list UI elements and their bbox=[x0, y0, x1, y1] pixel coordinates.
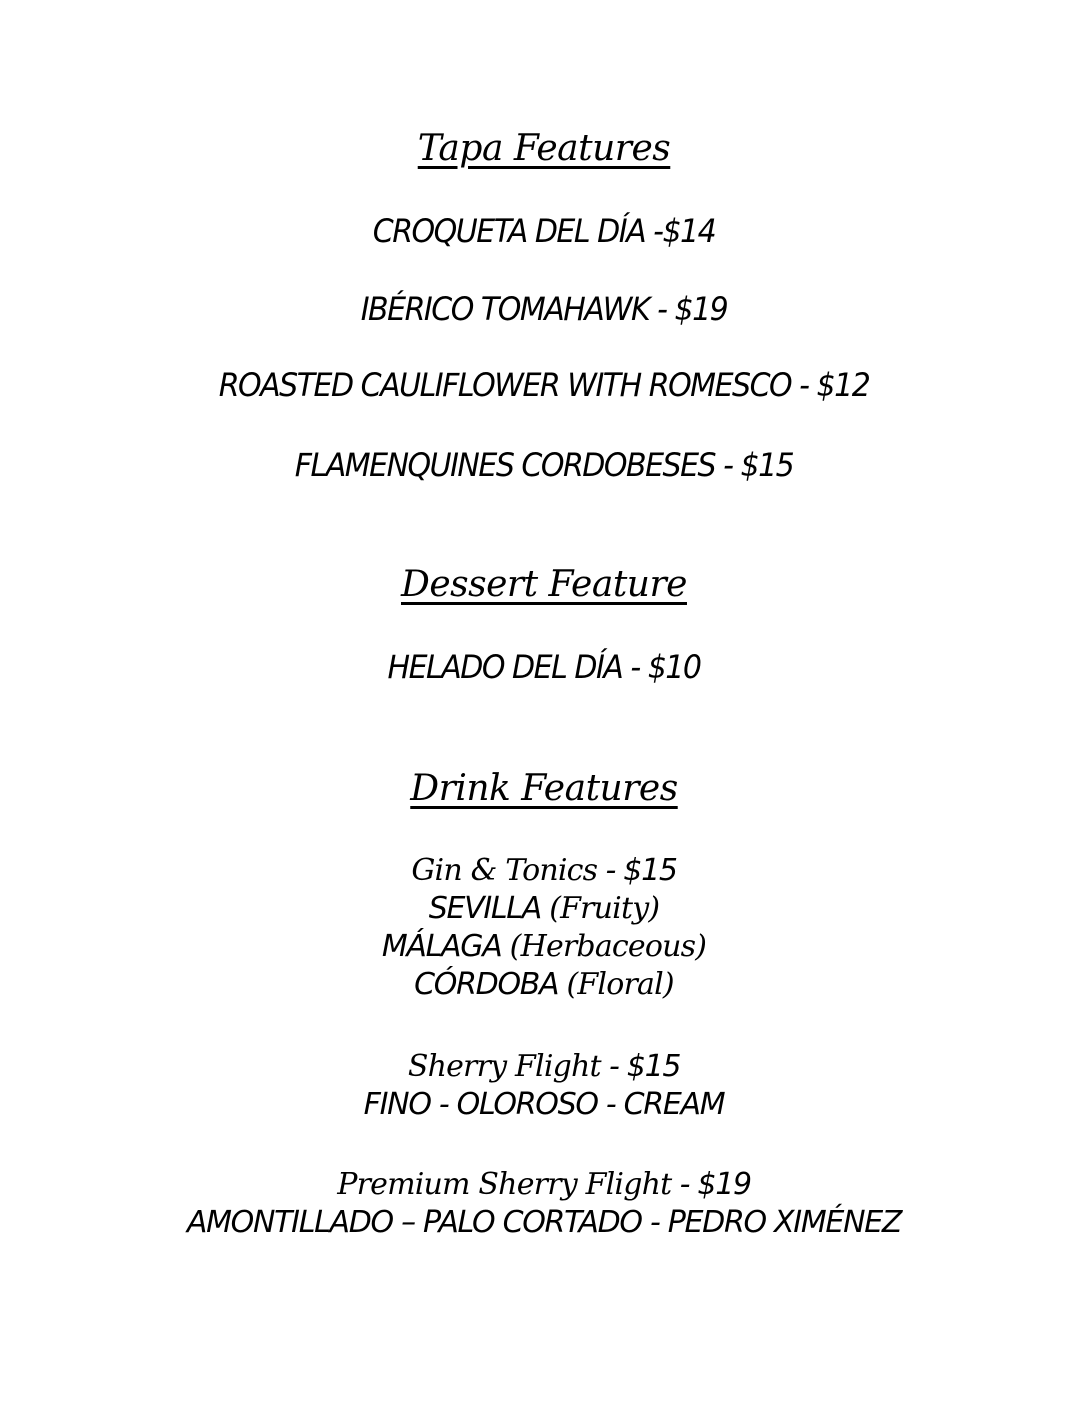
gin-option-name: SEVILLA bbox=[428, 891, 550, 926]
gin-option-name: CÓRDOBA bbox=[414, 967, 567, 1002]
gin-tonics-title bbox=[0, 852, 1088, 890]
gin-option-sevilla bbox=[0, 890, 1088, 928]
gin-option-name: MÁLAGA bbox=[381, 929, 510, 964]
tapa-item-croqueta: CROQUETA DEL DÍA -$14 bbox=[372, 212, 716, 251]
dessert-item-helado: HELADO DEL DÍA - $10 bbox=[387, 648, 701, 687]
drink-features-heading: Drink Features bbox=[410, 768, 678, 809]
gin-option-malaga bbox=[0, 928, 1088, 966]
sherry-flight-list: FINO - OLOROSO - CREAM bbox=[363, 1087, 725, 1122]
premium-sherry-title bbox=[0, 1166, 1088, 1204]
sherry-flight-label: Sherry Flight bbox=[407, 1049, 601, 1084]
premium-sherry-price: - $19 bbox=[671, 1167, 751, 1202]
gin-option-cordoba bbox=[0, 966, 1088, 1004]
gin-option-note: (Herbaceous) bbox=[509, 929, 707, 964]
gin-option-note: (Fruity) bbox=[549, 891, 660, 926]
tapa-item-flamenquines: FLAMENQUINES CORDOBESES - $15 bbox=[294, 446, 794, 485]
sherry-flight-price: - $15 bbox=[600, 1049, 681, 1084]
sherry-flight-title bbox=[0, 1048, 1088, 1086]
premium-sherry-label: Premium Sherry Flight bbox=[337, 1167, 672, 1202]
gin-tonics-label: Gin & Tonics bbox=[411, 853, 598, 888]
tapa-item-cauliflower: ROASTED CAULIFLOWER WITH ROMESCO - $12 bbox=[218, 366, 870, 405]
tapa-item-iberico: IBÉRICO TOMAHAWK - $19 bbox=[360, 290, 728, 329]
gin-option-note: (Floral) bbox=[566, 967, 674, 1002]
tapa-features-heading: Tapa Features bbox=[417, 128, 671, 169]
dessert-feature-heading: Dessert Feature bbox=[401, 564, 687, 605]
gin-tonics-price: - $15 bbox=[597, 853, 677, 888]
premium-sherry-list: AMONTILLADO – PALO CORTADO - PEDRO XIMÉNEZ bbox=[186, 1205, 902, 1240]
